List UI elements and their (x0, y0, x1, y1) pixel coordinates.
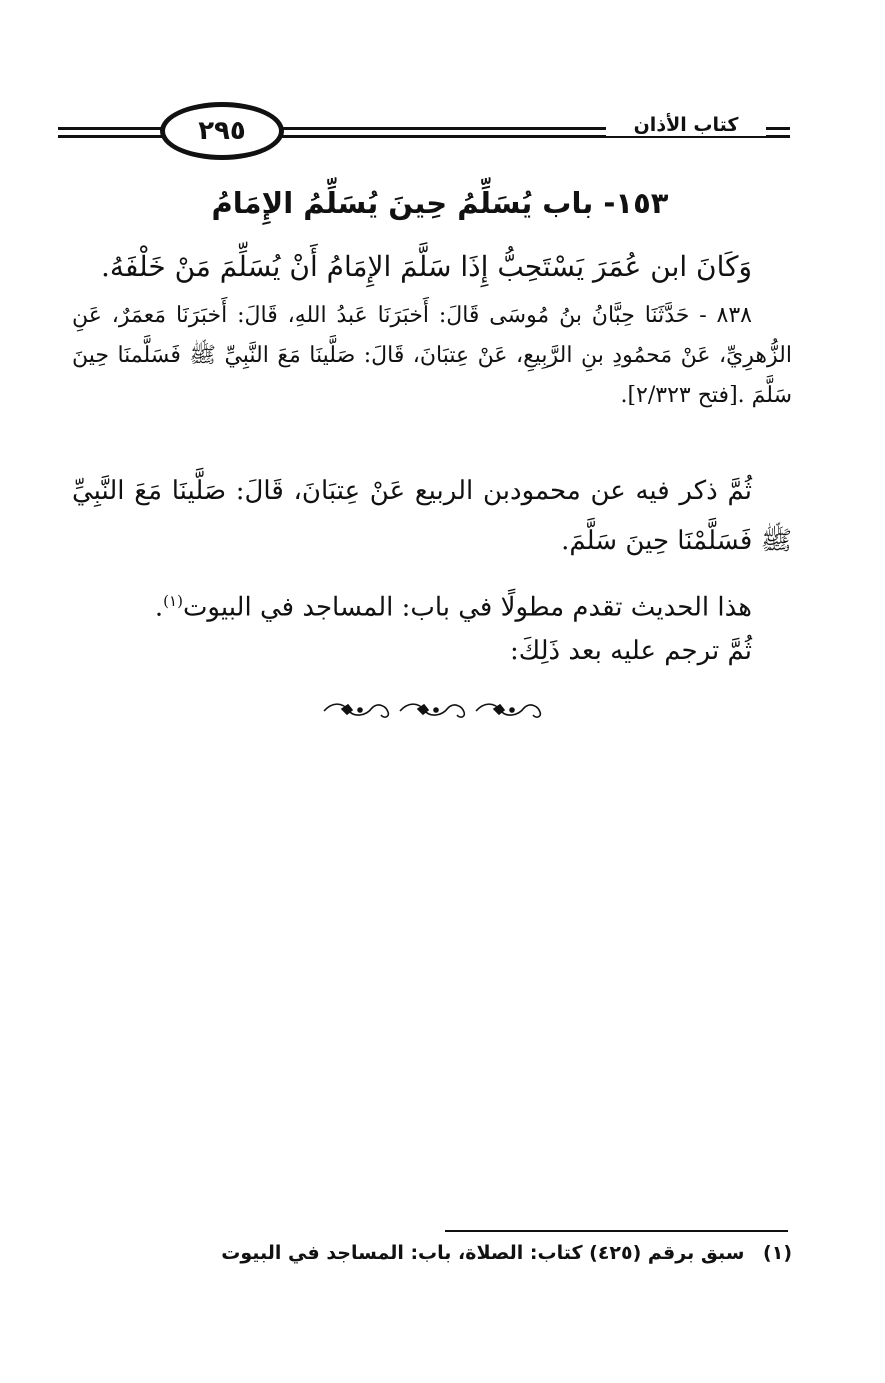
running-header (58, 100, 790, 172)
commentary-paragraph-2 (72, 576, 792, 633)
ornament-motif-2 (400, 704, 464, 717)
footnote-separator (445, 1230, 788, 1232)
commentary-2-end: . (154, 592, 164, 623)
ornament-motif-3 (476, 704, 540, 717)
header-rule-left-bottom (58, 135, 168, 138)
page-number: ٢٩٥ (198, 116, 246, 146)
footnote-1 (150, 1242, 792, 1264)
page-number-badge (160, 102, 284, 160)
footnote-number: (١) (763, 1242, 792, 1264)
book-title: كتاب الأذان (606, 114, 766, 136)
footnote-text: سبق برقم (٤٢٥) كتاب: الصلاة، باب: المساجد في البيوت (221, 1242, 745, 1264)
athar-text: وَكَانَ ابن عُمَرَ يَسْتَحِبُّ إِذَا سَلَّمَ الإِمَامُ أَنْ يُسَلِّمَ مَنْ خَلْفَهُ. (101, 250, 752, 283)
header-rule-left-top (58, 127, 168, 130)
section-divider-ornament-icon (320, 696, 548, 724)
footnote-reference: (١) (163, 592, 183, 610)
commentary-2-text: هذا الحديث تقدم مطولًا في باب: المساجد في البيوت (182, 592, 752, 623)
commentary-paragraph-3: ثُمَّ ترجم عليه بعد ذَلِكَ: (509, 636, 752, 666)
chapter-title: ١٥٣- باب يُسَلِّمُ حِينَ يُسَلِّمُ الإِمَامُ (211, 186, 669, 220)
commentary-paragraph-1: ثُمَّ ذكر فيه عن محمودبن الربيع عَنْ عِتبَانَ، قَالَ: صَلَّينَا مَعَ النَّبِيِّ ﷺ فَسَلَّمْنَا حِينَ سَلَّمَ. (72, 476, 792, 556)
hadith-text: ٨٣٨ - حَدَّثَنَا حِبَّانُ بنُ مُوسَى قَالَ: أَخبَرَنَا عَبدُ اللهِ، قَالَ: أَخبَرَنَا مَعمَرٌ، عَنِ الزُّهرِيِّ، عَنْ مَحمُودِ بنِ الرَّبِيعِ، عَنْ عِتبَانَ، قَالَ: صَلَّينَا مَعَ النَّبِيِّ ﷺ فَسَلَّمنَا حِينَ سَلَّمَ .[فتح ٢/٣٢٣]. (72, 303, 792, 408)
ornament-motif-1 (324, 704, 388, 717)
